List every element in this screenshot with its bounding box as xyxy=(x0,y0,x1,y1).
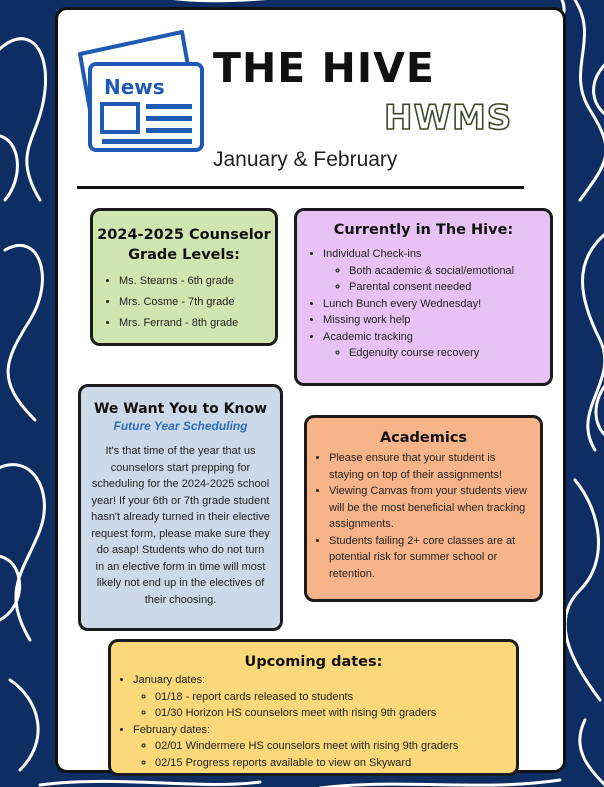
upcoming-group: • January dates: ◦ 01/18 - report cards released to students ◦ 01/30 Horizon HS counselors meet with rising 9th graders xyxy=(133,672,516,722)
currently-subitem: ◦ Parental consent needed xyxy=(349,279,550,296)
academics-box xyxy=(304,415,543,602)
currently-item: • Missing work help xyxy=(323,312,550,329)
counselor-list xyxy=(93,271,238,334)
upcoming-date-item: ◦ 02/01 Windermere HS counselors meet with rising 9th graders xyxy=(155,738,516,755)
academics-item: • Please ensure that your student is staying on top of their assignments! xyxy=(329,450,532,483)
academics-item: • Students failing 2+ core classes are at potential risk for summer school or retention. xyxy=(329,533,532,583)
we-want-heading: We Want You to Know xyxy=(93,401,268,417)
currently-item: • Academic tracking ◦ Edgenuity course recovery xyxy=(323,329,550,362)
counselor-item: • Mrs. Cosme - 7th grade xyxy=(119,292,238,313)
newsletter-title: THE HIVE xyxy=(213,44,435,92)
we-want-body: It's that time of the year that us counselors start prepping for scheduling for the 2024-2025 school year! If your 6th or 7th grade student hasn't already turned in their elective request form, please make sure they do asap! Students who do not turn in an elective form in time will most likely not end up in the electives of their choosing. xyxy=(91,445,270,606)
currently-item: • Lunch Bunch every Wednesday! xyxy=(323,296,550,313)
counselor-item: • Mrs. Ferrand - 8th grade xyxy=(119,313,238,334)
academics-heading: Academics xyxy=(379,430,468,446)
we-want-you-to-know-box xyxy=(78,384,283,631)
counselor-grade-levels-heading: 2024-2025 Counselor Grade Levels: xyxy=(97,227,271,263)
currently-heading: Currently in The Hive: xyxy=(333,222,514,238)
we-want-subheading: Future Year Scheduling xyxy=(113,419,248,433)
upcoming-group: • February dates: ◦ 02/01 Windermere HS counselors meet with rising 9th graders ◦ 02/15 Progress reports available to view on Skyward xyxy=(133,722,516,772)
header-divider xyxy=(77,186,524,189)
currently-list xyxy=(297,246,550,362)
upcoming-heading: Upcoming dates: xyxy=(244,654,383,670)
upcoming-date-item: ◦ 01/30 Horizon HS counselors meet with rising 9th graders xyxy=(155,705,516,722)
newspaper-icon xyxy=(70,26,212,156)
school-name: HWMS xyxy=(384,98,513,138)
counselor-item: • Ms. Stearns - 6th grade xyxy=(119,271,238,292)
newsletter-page xyxy=(55,7,566,773)
currently-subitem: ◦ Both academic & social/emotional xyxy=(349,263,550,280)
academics-list xyxy=(307,450,540,582)
currently-item: • Individual Check-ins ◦ Both academic & social/emotional ◦ Parental consent needed xyxy=(323,246,550,296)
upcoming-list xyxy=(111,672,516,771)
upcoming-date-item: ◦ 02/15 Progress reports available to view on Skyward xyxy=(155,755,516,772)
upcoming-dates-box xyxy=(108,639,519,776)
upcoming-date-item: ◦ 01/18 - report cards released to students xyxy=(155,689,516,706)
newsletter-months: January & February xyxy=(213,148,398,171)
news-icon-label: News xyxy=(104,75,165,99)
currently-subitem: ◦ Edgenuity course recovery xyxy=(349,345,550,362)
counselor-grade-levels-box xyxy=(90,208,278,346)
academics-item: • Viewing Canvas from your students view will be the most beneficial when tracking assignments. xyxy=(329,483,532,533)
currently-in-hive-box xyxy=(294,208,553,386)
